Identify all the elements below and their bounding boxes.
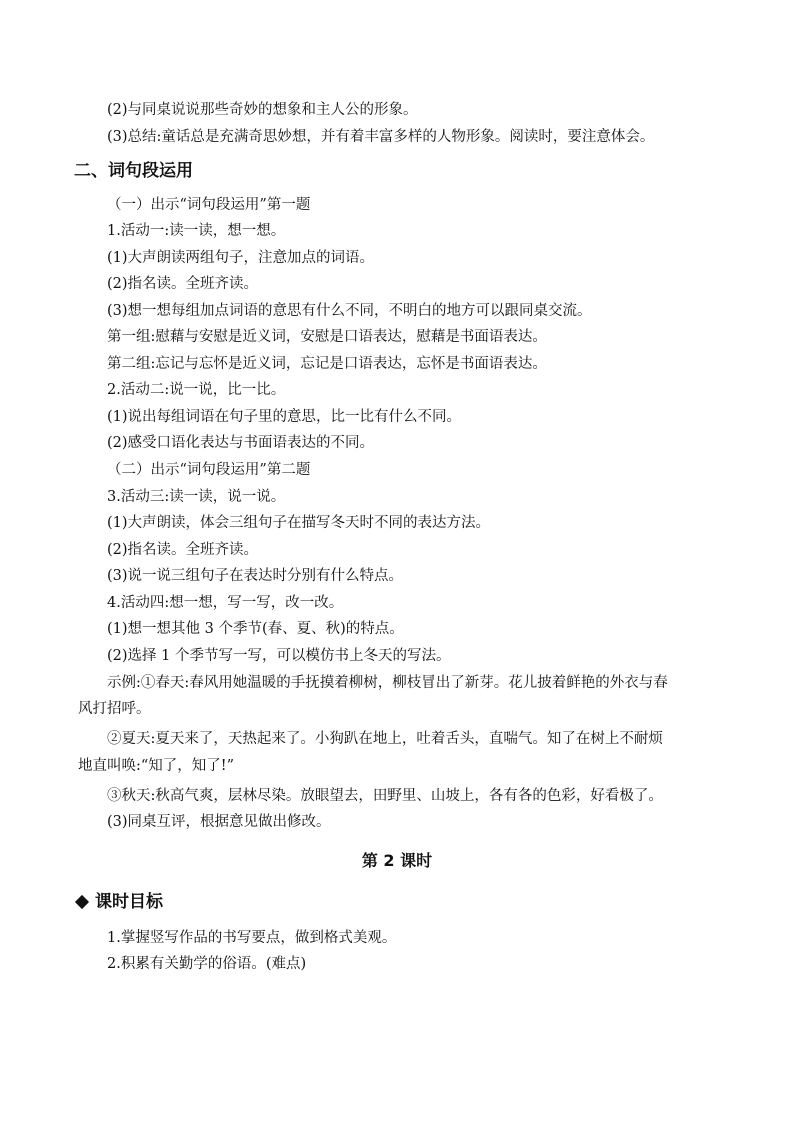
section1-item-3: (3)总结:童话总是充满奇思妙想，并有着丰富多样的人物形象。阅读时，要注意体会。 [107,129,655,145]
lesson-2-title: 第 2 课时 [361,851,433,870]
activity-1: 1.活动一:读一读，想一想。 [107,223,286,239]
activity-3-item-1: (1)大声朗读，体会三组句子在描写冬天时不同的表达方法。 [107,515,491,531]
diamond-bullet-icon [75,894,89,908]
activity-2-item-1: (1)说出每组词语在句子里的意思，比一比有什么不同。 [107,409,462,425]
example-spring-line-1: 示例:①春天:春风用她温暖的手抚摸着柳树，柳枝冒出了新芽。花儿披着鲜艳的外衣与春 [107,675,668,691]
example-summer-line-1: ②夏天:夏天来了，天热起来了。小狗趴在地上，吐着舌头，直喘气。知了在树上不耐烦 [107,731,663,747]
activity-1-item-3: (3)想一想每组加点词语的意思有什么不同，不明白的地方可以跟同桌交流。 [107,303,592,319]
goal-1: 1.掌握竖写作品的书写要点，做到格式美观。 [107,930,397,946]
example-summer-line-2: 地直叫唤:“知了，知了!” [78,758,235,774]
group-1-note: 第一组:慰藉与安慰是近义词，安慰是口语表达，慰藉是书面语表达。 [107,329,547,345]
part2-title: （二）出示“词句段运用”第二题 [107,462,311,478]
activity-3-item-2: (2)指名读。全班齐读。 [107,542,259,558]
activity-1-item-1: (1)大声朗读两组句子，注意加点的词语。 [107,250,375,266]
activity-4-item-1: (1)想一想其他 3 个季节(春、夏、秋)的特点。 [107,621,404,637]
goal-2: 2.积累有关勤学的俗语。(难点) [107,956,307,972]
goals-heading [74,891,163,913]
activity-2-item-2: (2)感受口语化表达与书面语表达的不同。 [107,435,375,451]
goals-heading-label: 课时目标 [95,892,163,912]
section2-heading: 二、词句段运用 [74,161,193,181]
activity-4: 4.活动四:想一想，写一写，改一改。 [107,595,344,611]
group-2-note: 第二组:忘记与忘怀是近义词，忘记是口语表达，忘怀是书面语表达。 [107,356,547,372]
activity-1-item-2: (2)指名读。全班齐读。 [107,276,259,292]
example-spring-line-2: 风打招呼。 [78,701,151,717]
part1-title: （一）出示“词句段运用”第一题 [107,197,311,213]
activity-4-item-2: (2)选择 1 个季节写一写，可以模仿书上冬天的写法。 [107,648,451,664]
activity-4-item-3: (3)同桌互评，根据意见做出修改。 [107,814,331,830]
activity-3-item-3: (3)说一说三组句子在表达时分别有什么特点。 [107,568,404,584]
example-autumn: ③秋天:秋高气爽，层林尽染。放眼望去，田野里、山坡上，各有各的色彩，好看极了。 [107,788,663,804]
activity-3: 3.活动三:读一读，说一说。 [107,489,286,505]
section1-item-2: (2)与同桌说说那些奇妙的想象和主人公的形象。 [107,102,418,118]
activity-2: 2.活动二:说一说，比一比。 [107,382,286,398]
